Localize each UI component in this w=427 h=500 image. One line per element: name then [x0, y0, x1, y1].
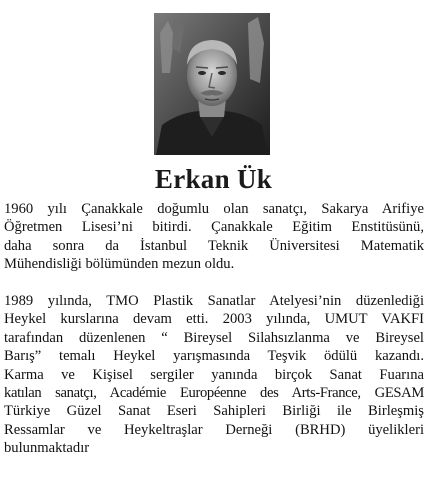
bio-line: bulunmaktadır	[4, 440, 90, 457]
bio-line: daha sonra da İstanbul Teknik Üniversitesi Matematik	[4, 237, 424, 254]
bio-line: Barış” temalı Heykel yarışmasında Teşvik ödülü kazandı.	[4, 348, 424, 365]
bio-line: Karma ve Kişisel sergiler yanında birçok Sanat Fuarına	[4, 366, 424, 383]
artist-biography	[4, 200, 424, 457]
bio-line: Mühendisliği bölümünden mezun oldu.	[4, 256, 235, 273]
bio-line: katılan sanatçı, Académie Européenne des Arts-France, GESAM	[4, 384, 424, 401]
bio-line: 1960 yılı Çanakkale doğumlu olan sanatçı, Sakarya Arifiye	[4, 201, 424, 217]
bio-line: tarafından düzenlenen “ Bireysel Silahsızlanma ve Bireysel	[4, 329, 424, 346]
portrait-image	[154, 13, 270, 155]
bio-line: Heykel kurslarına devam etti. 2003 yılında, UMUT VAKFI	[4, 311, 424, 328]
bio-line: Ressamlar ve Heykeltraşlar Derneği (BRHD) üyelikleri	[4, 421, 424, 438]
bio-line: Türkiye Güzel Sanat Eseri Sahipleri Birliği ile Birleşmiş	[4, 403, 424, 420]
paragraph-gap	[4, 274, 424, 292]
bio-line: Öğretmen Lisesi’ni bitirdi. Çanakkale Eğitim Enstitüsünü,	[4, 219, 424, 236]
bio-line: 1989 yılında, TMO Plastik Sanatlar Atelyesi’nin düzenlediği	[4, 292, 424, 309]
artist-name: Erkan Ük	[154, 164, 273, 194]
artist-portrait-photo	[154, 13, 270, 155]
